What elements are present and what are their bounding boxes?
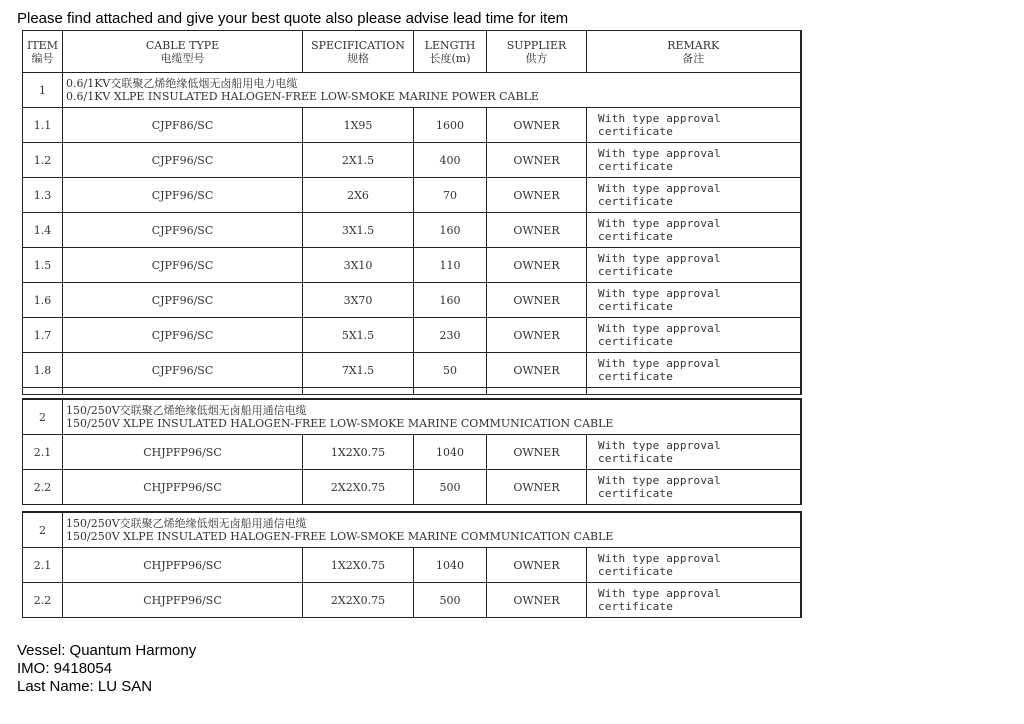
cell-specification: 3X70 [303, 283, 414, 318]
header-supplier: SUPPLIER 供方 [487, 31, 587, 73]
cell-item: 2.1 [23, 548, 63, 583]
cell-specification: 2X1.5 [303, 143, 414, 178]
table-row [23, 583, 801, 618]
section-title-en: 150/250V XLPE INSULATED HALOGEN-FREE LOW-SMOKE MARINE COMMUNICATION CABLE [66, 417, 614, 430]
cell-specification: 3X1.5 [303, 213, 414, 248]
cell-item: 1.7 [23, 318, 63, 353]
cell-cable-type: CJPF86/SC [63, 108, 303, 143]
header-remark: REMARK 备注 [587, 31, 801, 73]
imo-line: IMO: 9418054 [17, 660, 113, 677]
cell-remark: With type approval certificate [587, 143, 801, 178]
cable-table-section-3 [22, 511, 802, 618]
cell-remark: With type approval certificate [587, 178, 801, 213]
section-header-row [23, 73, 801, 108]
header-cable-type: CABLE TYPE 电缆型号 [63, 31, 303, 73]
cell-specification: 1X95 [303, 108, 414, 143]
section-title [63, 399, 801, 435]
table-row [23, 435, 801, 470]
cell-item: 1.8 [23, 353, 63, 388]
cell-length: 160 [414, 283, 487, 318]
cell-item: 1.5 [23, 248, 63, 283]
section-header-row [23, 399, 801, 435]
cell-length: 500 [414, 583, 487, 618]
table-row [23, 353, 801, 388]
section-number: 2 [23, 399, 63, 435]
section-title-cn: 150/250V交联聚乙烯绝缘低烟无卤船用通信电缆 [66, 404, 307, 417]
cell-item: 1.6 [23, 283, 63, 318]
cell-supplier: OWNER [487, 583, 587, 618]
cell-specification: 5X1.5 [303, 318, 414, 353]
cell-remark: With type approval certificate [587, 283, 801, 318]
cell-length: 160 [414, 213, 487, 248]
cell-supplier: OWNER [487, 283, 587, 318]
cable-table-section-1 [22, 30, 802, 395]
cell-remark: With type approval certificate [587, 435, 801, 470]
header-item: ITEM 编号 [23, 31, 63, 73]
cell-specification: 3X10 [303, 248, 414, 283]
table-row [23, 178, 801, 213]
cell-supplier: OWNER [487, 548, 587, 583]
last-name-line: Last Name: LU SAN [17, 678, 153, 695]
cell-cable-type: CJPF96/SC [63, 318, 303, 353]
cell-cable-type: CHJPFP96/SC [63, 470, 303, 505]
cell-supplier: OWNER [487, 213, 587, 248]
cell-length: 500 [414, 470, 487, 505]
cell-remark: With type approval certificate [587, 548, 801, 583]
cell-length: 1600 [414, 108, 487, 143]
spacer-row [23, 388, 801, 395]
cell-length: 110 [414, 248, 487, 283]
vessel-line: Vessel: Quantum Harmony [17, 642, 197, 659]
section-title-cn: 150/250V交联聚乙烯绝缘低烟无卤船用通信电缆 [66, 517, 307, 530]
cell-length: 50 [414, 353, 487, 388]
cell-item: 1.1 [23, 108, 63, 143]
section-number: 2 [23, 512, 63, 548]
section-title-en: 0.6/1KV XLPE INSULATED HALOGEN-FREE LOW-SMOKE MARINE POWER CABLE [66, 90, 539, 103]
section-number: 1 [23, 73, 63, 108]
cable-table-section-2 [22, 398, 802, 505]
table-header-row [23, 31, 801, 73]
cell-cable-type: CHJPFP96/SC [63, 548, 303, 583]
cell-cable-type: CJPF96/SC [63, 178, 303, 213]
cell-specification: 2X2X0.75 [303, 583, 414, 618]
table-row [23, 213, 801, 248]
cell-cable-type: CJPF96/SC [63, 248, 303, 283]
cell-specification: 7X1.5 [303, 353, 414, 388]
table-row [23, 283, 801, 318]
cell-remark: With type approval certificate [587, 470, 801, 505]
cell-specification: 2X6 [303, 178, 414, 213]
intro-text: Please find attached and give your best quote also please advise lead time for item [17, 10, 569, 27]
table-row [23, 108, 801, 143]
cell-specification: 1X2X0.75 [303, 548, 414, 583]
cell-item: 1.3 [23, 178, 63, 213]
cell-length: 230 [414, 318, 487, 353]
cell-remark: With type approval certificate [587, 583, 801, 618]
cell-length: 70 [414, 178, 487, 213]
table-row [23, 248, 801, 283]
cell-item: 1.4 [23, 213, 63, 248]
cell-cable-type: CJPF96/SC [63, 353, 303, 388]
cell-item: 1.2 [23, 143, 63, 178]
cell-remark: With type approval certificate [587, 108, 801, 143]
cell-supplier: OWNER [487, 108, 587, 143]
cell-item: 2.2 [23, 583, 63, 618]
cell-remark: With type approval certificate [587, 248, 801, 283]
cell-remark: With type approval certificate [587, 213, 801, 248]
cell-supplier: OWNER [487, 470, 587, 505]
table-row [23, 318, 801, 353]
table-row [23, 143, 801, 178]
section-title-cn: 0.6/1KV交联聚乙烯绝缘低烟无卤船用电力电缆 [66, 77, 298, 90]
cell-cable-type: CHJPFP96/SC [63, 435, 303, 470]
cell-item: 2.1 [23, 435, 63, 470]
cell-specification: 1X2X0.75 [303, 435, 414, 470]
signature-block [17, 642, 196, 696]
cell-length: 1040 [414, 548, 487, 583]
cell-item: 2.2 [23, 470, 63, 505]
header-specification: SPECIFICATION 规格 [303, 31, 414, 73]
cell-length: 400 [414, 143, 487, 178]
section-title-en: 150/250V XLPE INSULATED HALOGEN-FREE LOW-SMOKE MARINE COMMUNICATION CABLE [66, 530, 614, 543]
header-length: LENGTH 长度(m) [414, 31, 487, 73]
cell-supplier: OWNER [487, 318, 587, 353]
cell-specification: 2X2X0.75 [303, 470, 414, 505]
section-header-row [23, 512, 801, 548]
cell-supplier: OWNER [487, 178, 587, 213]
table-row [23, 548, 801, 583]
cell-remark: With type approval certificate [587, 318, 801, 353]
cell-cable-type: CJPF96/SC [63, 213, 303, 248]
section-title [63, 73, 801, 108]
cell-cable-type: CHJPFP96/SC [63, 583, 303, 618]
section-title [63, 512, 801, 548]
cell-cable-type: CJPF96/SC [63, 283, 303, 318]
cell-supplier: OWNER [487, 143, 587, 178]
cell-cable-type: CJPF96/SC [63, 143, 303, 178]
cell-remark: With type approval certificate [587, 353, 801, 388]
cell-length: 1040 [414, 435, 487, 470]
table-row [23, 470, 801, 505]
cell-supplier: OWNER [487, 248, 587, 283]
cell-supplier: OWNER [487, 353, 587, 388]
cell-supplier: OWNER [487, 435, 587, 470]
